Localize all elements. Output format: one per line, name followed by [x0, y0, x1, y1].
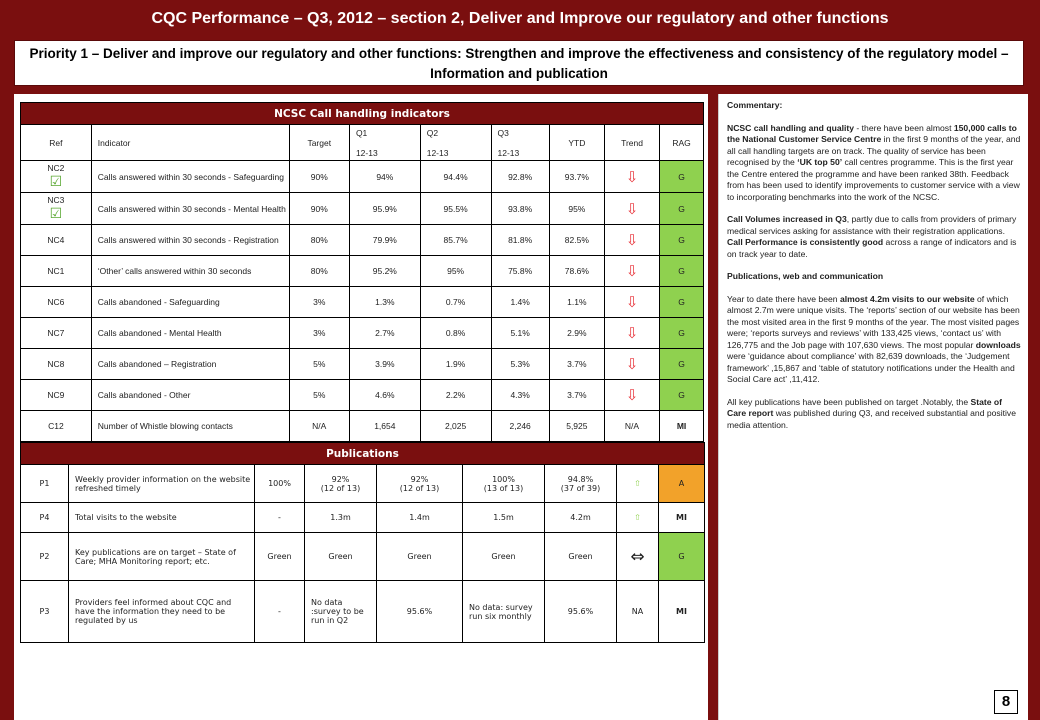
- text-bold: 150,000 calls to the National Customer Service Centre: [727, 122, 1017, 144]
- q2-cell: 1.4m: [377, 503, 463, 533]
- ytd-cell: 3.7%: [549, 349, 604, 380]
- ref-cell: NC7: [21, 318, 92, 349]
- q3-cell: 5.1%: [491, 318, 549, 349]
- rag-cell: G: [660, 380, 704, 411]
- q3-cell: No data: survey run six monthly: [463, 581, 545, 643]
- text-bold: almost 4.2m visits to our website: [839, 293, 975, 304]
- down-arrow-icon: ⇩: [604, 380, 659, 411]
- col-q3-sub: 12-13: [497, 147, 520, 158]
- col-indicator: Indicator: [91, 125, 289, 161]
- target-cell: 5%: [289, 380, 349, 411]
- q1-cell: 4.6%: [349, 380, 420, 411]
- q2-cell: 95.6%: [377, 581, 463, 643]
- ytd-cell: 95.6%: [545, 581, 617, 643]
- text: was published during Q3, and received substantial and positive media attention.: [727, 408, 1017, 430]
- trend-cell: N/A: [604, 411, 659, 442]
- ref-label: NC2: [47, 163, 65, 173]
- q3-sub: (13 of 13): [483, 483, 524, 493]
- q3-cell: 81.8%: [491, 225, 549, 256]
- commentary-call-handling: [727, 123, 1023, 204]
- ytd-cell: 93.7%: [549, 161, 604, 193]
- ref-cell: P4: [21, 503, 69, 533]
- table-row: [21, 193, 704, 225]
- checkbox-icon: ☑: [49, 205, 63, 221]
- q1-cell: No data :survey to be run in Q2: [305, 581, 377, 643]
- target-cell: 90%: [289, 161, 349, 193]
- col-target: Target: [289, 125, 349, 161]
- col-q1-label: Q1: [355, 127, 368, 138]
- rag-cell: MI: [659, 581, 705, 643]
- ytd-cell: 4.2m: [545, 503, 617, 533]
- q1-value: 92%: [331, 474, 350, 484]
- table-row: [21, 533, 705, 581]
- down-arrow-icon: ⇩: [604, 193, 659, 225]
- text-bold: State of Care report: [727, 396, 1003, 418]
- q2-cell: 1.9%: [420, 349, 491, 380]
- ytd-cell: Green: [545, 533, 617, 581]
- ref-cell: [21, 193, 92, 225]
- down-arrow-icon: ⇩: [604, 318, 659, 349]
- col-ref: Ref: [21, 125, 92, 161]
- text-bold: downloads: [975, 339, 1021, 350]
- col-ytd: YTD: [549, 125, 604, 161]
- ref-cell: [21, 161, 92, 193]
- commentary-publications: [727, 397, 1023, 432]
- col-q1: [349, 125, 420, 161]
- target-cell: -: [255, 503, 305, 533]
- q1-cell: 95.2%: [349, 256, 420, 287]
- indicator-cell: Calls abandoned - Safeguarding: [91, 287, 289, 318]
- col-q2: [420, 125, 491, 161]
- commentary: [727, 100, 1023, 442]
- table-row: [21, 380, 704, 411]
- indicator-cell: Calls abandoned - Mental Health: [91, 318, 289, 349]
- ytd-cell: 2.9%: [549, 318, 604, 349]
- target-cell: 3%: [289, 287, 349, 318]
- q2-cell: 0.7%: [420, 287, 491, 318]
- table-row: [21, 256, 704, 287]
- column-header-row: [21, 125, 704, 161]
- col-trend: Trend: [604, 125, 659, 161]
- target-cell: 100%: [255, 465, 305, 503]
- ref-cell: P3: [21, 581, 69, 643]
- rag-cell: G: [660, 318, 704, 349]
- text: across a range of indicators and is on track year to date.: [727, 237, 1017, 259]
- col-q3-label: Q3: [497, 127, 509, 138]
- q2-cell: [377, 465, 463, 503]
- commentary-subheading: Publications, web and communication: [727, 271, 884, 281]
- q3-cell: 2,246: [491, 411, 549, 442]
- rag-cell: G: [660, 256, 704, 287]
- text-bold: Call Performance is consistently good: [727, 237, 884, 247]
- q1-cell: 1,654: [349, 411, 420, 442]
- q1-cell: 95.9%: [349, 193, 420, 225]
- rag-cell: G: [659, 533, 705, 581]
- q1-sub: (12 of 13): [320, 483, 361, 493]
- target-cell: 3%: [289, 318, 349, 349]
- table-row: [21, 318, 704, 349]
- text: All key publications have been published on target .Notably, the: [727, 396, 971, 407]
- priority-banner: Priority 1 – Deliver and improve our regulatory and other functions: Strengthen and improve the effectiveness and consistency of the regulatory model – Information and publication: [14, 40, 1024, 86]
- indicator-cell: Calls abandoned - Other: [91, 380, 289, 411]
- target-cell: N/A: [289, 411, 349, 442]
- down-arrow-icon: ⇩: [604, 161, 659, 193]
- target-cell: Green: [255, 533, 305, 581]
- table-row: [21, 581, 705, 643]
- indicator-cell: Calls answered within 30 seconds - Safeguarding: [91, 161, 289, 193]
- q2-cell: 94.4%: [420, 161, 491, 193]
- ref-cell: P2: [21, 533, 69, 581]
- indicator-cell: Calls answered within 30 seconds - Mental Health: [91, 193, 289, 225]
- ref-cell: P1: [21, 465, 69, 503]
- text: were ‘guidance about compliance’ with 82,639 downloads, the ‘Judgement framework’ ,15,867 and ‘table of statutory notifications under the Health and Social Care act’ ,11,412.: [727, 351, 1015, 384]
- target-cell: -: [255, 581, 305, 643]
- publications-table: [20, 442, 705, 643]
- q1-cell: 2.7%: [349, 318, 420, 349]
- col-q2-sub: 12-13: [426, 147, 449, 158]
- ncsc-table: [20, 102, 704, 442]
- q3-cell: 93.8%: [491, 193, 549, 225]
- down-arrow-icon: ⇩: [604, 287, 659, 318]
- ytd-cell: 3.7%: [549, 380, 604, 411]
- q1-cell: 94%: [349, 161, 420, 193]
- text: - there have been almost: [854, 122, 954, 133]
- col-q3: [491, 125, 549, 161]
- q2-cell: 85.7%: [420, 225, 491, 256]
- q3-cell: 5.3%: [491, 349, 549, 380]
- col-rag: RAG: [660, 125, 704, 161]
- q3-cell: 75.8%: [491, 256, 549, 287]
- q3-cell: Green: [463, 533, 545, 581]
- q2-cell: 0.8%: [420, 318, 491, 349]
- q2-cell: 95%: [420, 256, 491, 287]
- page-title: CQC Performance – Q3, 2012 – section 2, Deliver and Improve our regulatory and other functions: [151, 10, 889, 27]
- publications-heading: Publications: [21, 443, 705, 465]
- table-row: [21, 225, 704, 256]
- ytd-cell: 78.6%: [549, 256, 604, 287]
- q1-cell: 1.3m: [305, 503, 377, 533]
- ncsc-heading: NCSC Call handling indicators: [21, 103, 704, 125]
- checkbox-icon: ☑: [49, 173, 63, 189]
- indicator-cell: Weekly provider information on the website refreshed timely: [69, 465, 255, 503]
- target-cell: 80%: [289, 225, 349, 256]
- rag-cell: A: [659, 465, 705, 503]
- text-bold: NCSC call handling and quality: [727, 122, 855, 133]
- table-row: [21, 349, 704, 380]
- trend-cell: NA: [617, 581, 659, 643]
- indicator-cell: Calls abandoned – Registration: [91, 349, 289, 380]
- q3-value: 100%: [492, 474, 515, 484]
- rag-cell: G: [660, 287, 704, 318]
- ytd-cell: 95%: [549, 193, 604, 225]
- commentary-call-volumes: [727, 214, 1023, 260]
- text: , partly due to calls from providers of primary medical services asking for assistance with their registration applications.: [727, 214, 1017, 236]
- text: call centres programme. This is the first year the Centre entered the programme and have been ranked 38th. Feedback from has been used to identify improvements to customer service with a view to incorporating benchmarks into the work of the NCSC.: [727, 157, 1020, 202]
- ref-cell: NC9: [21, 380, 92, 411]
- page-number: 8: [994, 690, 1018, 714]
- table-row: [21, 465, 705, 503]
- text-bold: Call Volumes increased in Q3: [727, 214, 847, 224]
- ref-label: NC3: [47, 195, 65, 205]
- ref-cell: NC6: [21, 287, 92, 318]
- indicator-cell: ‘Other’ calls answered within 30 seconds: [91, 256, 289, 287]
- text: Year to date there have been: [727, 293, 840, 304]
- q2-sub: (12 of 13): [399, 483, 440, 493]
- q1-cell: 1.3%: [349, 287, 420, 318]
- ytd-cell: 5,925: [549, 411, 604, 442]
- indicator-cell: Total visits to the website: [69, 503, 255, 533]
- down-arrow-icon: ⇩: [604, 225, 659, 256]
- ytd-value: 94.8%: [567, 474, 594, 484]
- q2-cell: 2.2%: [420, 380, 491, 411]
- target-cell: 5%: [289, 349, 349, 380]
- q1-cell: 3.9%: [349, 349, 420, 380]
- down-arrow-icon: ⇩: [604, 256, 659, 287]
- indicator-cell: Calls answered within 30 seconds - Registration: [91, 225, 289, 256]
- rag-cell: G: [660, 349, 704, 380]
- target-cell: 80%: [289, 256, 349, 287]
- q3-cell: 4.3%: [491, 380, 549, 411]
- rag-cell: MI: [660, 411, 704, 442]
- text-bold: ‘UK top 50’: [797, 157, 843, 167]
- rag-cell: MI: [659, 503, 705, 533]
- commentary-heading: Commentary:: [727, 100, 783, 110]
- table-row: [21, 287, 704, 318]
- commentary-website: [727, 294, 1023, 386]
- q2-cell: 2,025: [420, 411, 491, 442]
- up-arrow-icon: ⇧: [617, 503, 659, 533]
- up-arrow-icon: ⇧: [617, 465, 659, 503]
- q2-cell: Green: [377, 533, 463, 581]
- text: of which almost 2.7m were unique visits. The ‘reports’ section of our website has been the most visited area in the first 9 months of the year. The most visited pages were; ‘reports surveys and reviews’ with 133,425 views, ‘contact us’ with 126,775 and the Job page with 107,630 views. The most popular: [727, 293, 1020, 350]
- table-row: [21, 161, 704, 193]
- table-row: [21, 503, 705, 533]
- ref-cell: NC8: [21, 349, 92, 380]
- rag-cell: G: [660, 193, 704, 225]
- q3-cell: 1.4%: [491, 287, 549, 318]
- q1-cell: [305, 465, 377, 503]
- target-cell: 90%: [289, 193, 349, 225]
- q3-cell: [463, 465, 545, 503]
- q2-value: 92%: [410, 474, 429, 484]
- rag-cell: G: [660, 161, 704, 193]
- left-right-arrow-icon: ⇔: [617, 533, 659, 581]
- ytd-cell: [545, 465, 617, 503]
- rag-cell: G: [660, 225, 704, 256]
- indicators-panel: [14, 94, 708, 720]
- ytd-sub: (37 of 39): [560, 483, 601, 493]
- q1-cell: Green: [305, 533, 377, 581]
- q1-cell: 79.9%: [349, 225, 420, 256]
- text: in the first 9 months of the year, and all call handling targets are on track. The quality of service has been recognised by the: [727, 134, 1021, 167]
- table-row: [21, 411, 704, 442]
- down-arrow-icon: ⇩: [604, 349, 659, 380]
- indicator-cell: Key publications are on target – State of Care; MHA Monitoring report; etc.: [69, 533, 255, 581]
- indicator-cell: Number of Whistle blowing contacts: [91, 411, 289, 442]
- col-q1-sub: 12-13: [355, 147, 378, 158]
- ytd-cell: 82.5%: [549, 225, 604, 256]
- ref-cell: NC4: [21, 225, 92, 256]
- indicator-cell: Providers feel informed about CQC and have the information they need to be regulated by us: [69, 581, 255, 643]
- commentary-panel: [718, 94, 1028, 720]
- ref-cell: C12: [21, 411, 92, 442]
- col-q2-label: Q2: [426, 127, 439, 138]
- q3-cell: 1.5m: [463, 503, 545, 533]
- q3-cell: 92.8%: [491, 161, 549, 193]
- ytd-cell: 1.1%: [549, 287, 604, 318]
- ref-cell: NC1: [21, 256, 92, 287]
- q2-cell: 95.5%: [420, 193, 491, 225]
